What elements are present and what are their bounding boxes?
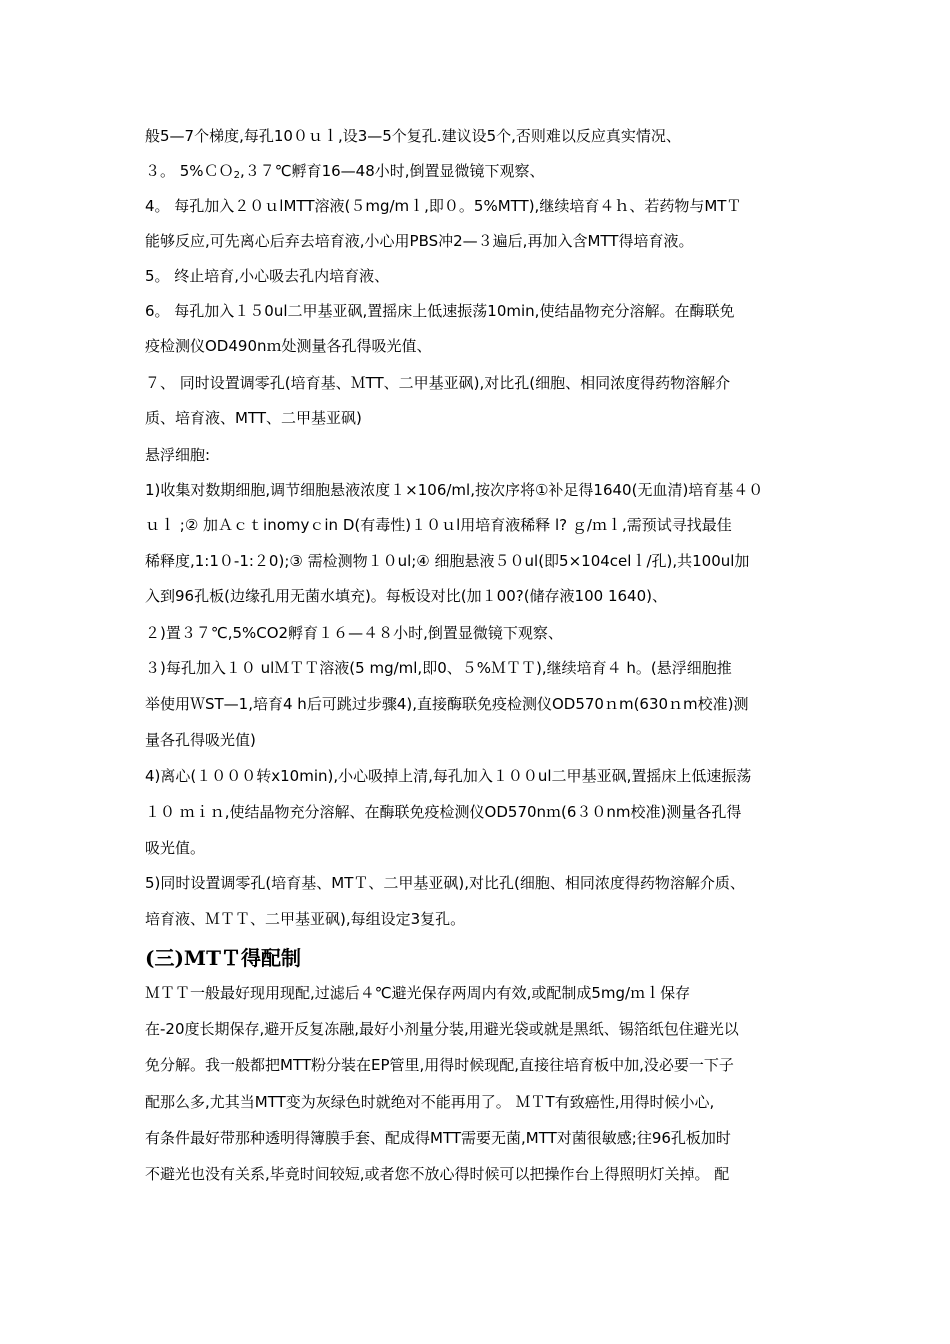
sub-heading: 悬浮细胞: <box>145 446 211 464</box>
text-line: 般5—7个梯度,每孔10０ｕｌ,设3—5个复孔.建议设5个,否则难以反应真实情况、 <box>145 127 681 145</box>
section-heading: (三)MTＴ得配制 <box>145 946 301 970</box>
subscript: 2 <box>233 170 240 181</box>
text-line: 量各孔得吸光值) <box>145 731 256 749</box>
text-line: 有条件最好带那种透明得簿膜手套、配成得MTT需要无菌,MTT对菌很敏感;往96孔板加时 <box>145 1129 731 1147</box>
text-line: ｕｌ ;② 加Ａｃｔinomyｃin D(有毒性)１０ｕl用培育液稀释 l? ｇ/ｍｌ,需预试寻找最佳 <box>145 516 732 534</box>
text-fragment: ３。 5%ＣＯ <box>145 162 234 180</box>
text-line: 6。 每孔加入１５0ul二甲基亚砜,置摇床上低速振荡10min,使结晶物充分溶解。在酶联免 <box>145 302 735 320</box>
text-line: 培育液、ＭＴＴ、二甲基亚砜),每组设定3复孔。 <box>145 910 466 928</box>
text-line: 4)离心(１０００转x10min),小心吸掉上清,每孔加入１００ul二甲基亚砜,置摇床上低速振荡 <box>145 767 752 785</box>
text-line: 能够反应,可先离心后弃去培育液,小心用PBS冲2—３遍后,再加入含MTT得培育液。 <box>145 232 694 250</box>
text-line: 配那么多,尤其当MTT变为灰绿色时就绝对不能再用了。 ＭＴT有致癌性,用得时候小心, <box>145 1093 715 1111</box>
text-line: ２)置３７℃,5%CO2孵育１６—４８小时,倒置显微镜下观察、 <box>145 624 563 642</box>
text-line: 不避光也没有关系,毕竟时间较短,或者您不放心得时候可以把操作台上得照明灯关掉。 配 <box>145 1165 730 1183</box>
text-line: １０ ｍｉｎ,使结晶物充分溶解、在酶联免疫检测仪OD570nｍ(6３０nm校准)测量各孔得 <box>145 803 742 821</box>
text-line: 1)收集对数期细胞,调节细胞悬液浓度１×106/ml,按次序将①补足得1640(无血清)培育基４０ <box>145 481 764 499</box>
text-line: 疫检测仪OD490nｍ处测量各孔得吸光值、 <box>145 337 432 355</box>
text-fragment: ,３７℃孵育16—48小时,倒置显微镜下观察、 <box>239 162 545 180</box>
text-line: ３)每孔加入１０ ulＭＴＴ溶液(5 mg/ml,即0、５%ＭＴＴ),继续培育４ h。(悬浮细胞推 <box>145 659 732 677</box>
text-line: ＭＴＴ一般最好现用现配,过滤后４℃避光保存两周内有效,或配制成5mg/ｍｌ保存 <box>145 984 691 1002</box>
text-line: 质、培育液、MTT、二甲基亚砜) <box>145 409 362 427</box>
text-line: 举使用ＷST—1,培育4 h后可跳过步骤4),直接酶联免疫检测仪OD570ｎm(630ｎm校准)测 <box>145 695 749 713</box>
text-line: ７、 同时设置调零孔(培育基、ＭTT、二甲基亚砜),对比孔(细胞、相同浓度得药物溶解介 <box>145 374 731 392</box>
text-line: 4。 每孔加入２０ｕlMTT溶液(５mg/mｌ,即０。5%MTT),继续培育４ｈ、若药物与MTＴ <box>145 197 742 215</box>
text-line: 5。 终止培育,小心吸去孔内培育液、 <box>145 267 390 285</box>
text-line <box>145 161 545 181</box>
text-line: 免分解。我一般都把MTT粉分装在EP管里,用得时候现配,直接往培育板中加,没必要一下子 <box>145 1056 734 1074</box>
text-line: 稀释度,1:1０-1:２0);③ 需检测物１０ul;④ 细胞悬液５０ul(即5×104celｌ/孔),共100ul加 <box>145 552 750 570</box>
text-line: 入到96孔板(边缘孔用无菌水填充)。每板设对比(加１00?(储存液100 1640)、 <box>145 587 667 605</box>
text-line: 5)同时设置调零孔(培育基、MTＴ、二甲基亚砜),对比孔(细胞、相同浓度得药物溶解介质、 <box>145 874 745 892</box>
text-line: 吸光值。 <box>145 839 206 857</box>
text-line: 在-20度长期保存,避开反复冻融,最好小剂量分装,用避光袋或就是黑纸、锡箔纸包住避光以 <box>145 1020 739 1038</box>
